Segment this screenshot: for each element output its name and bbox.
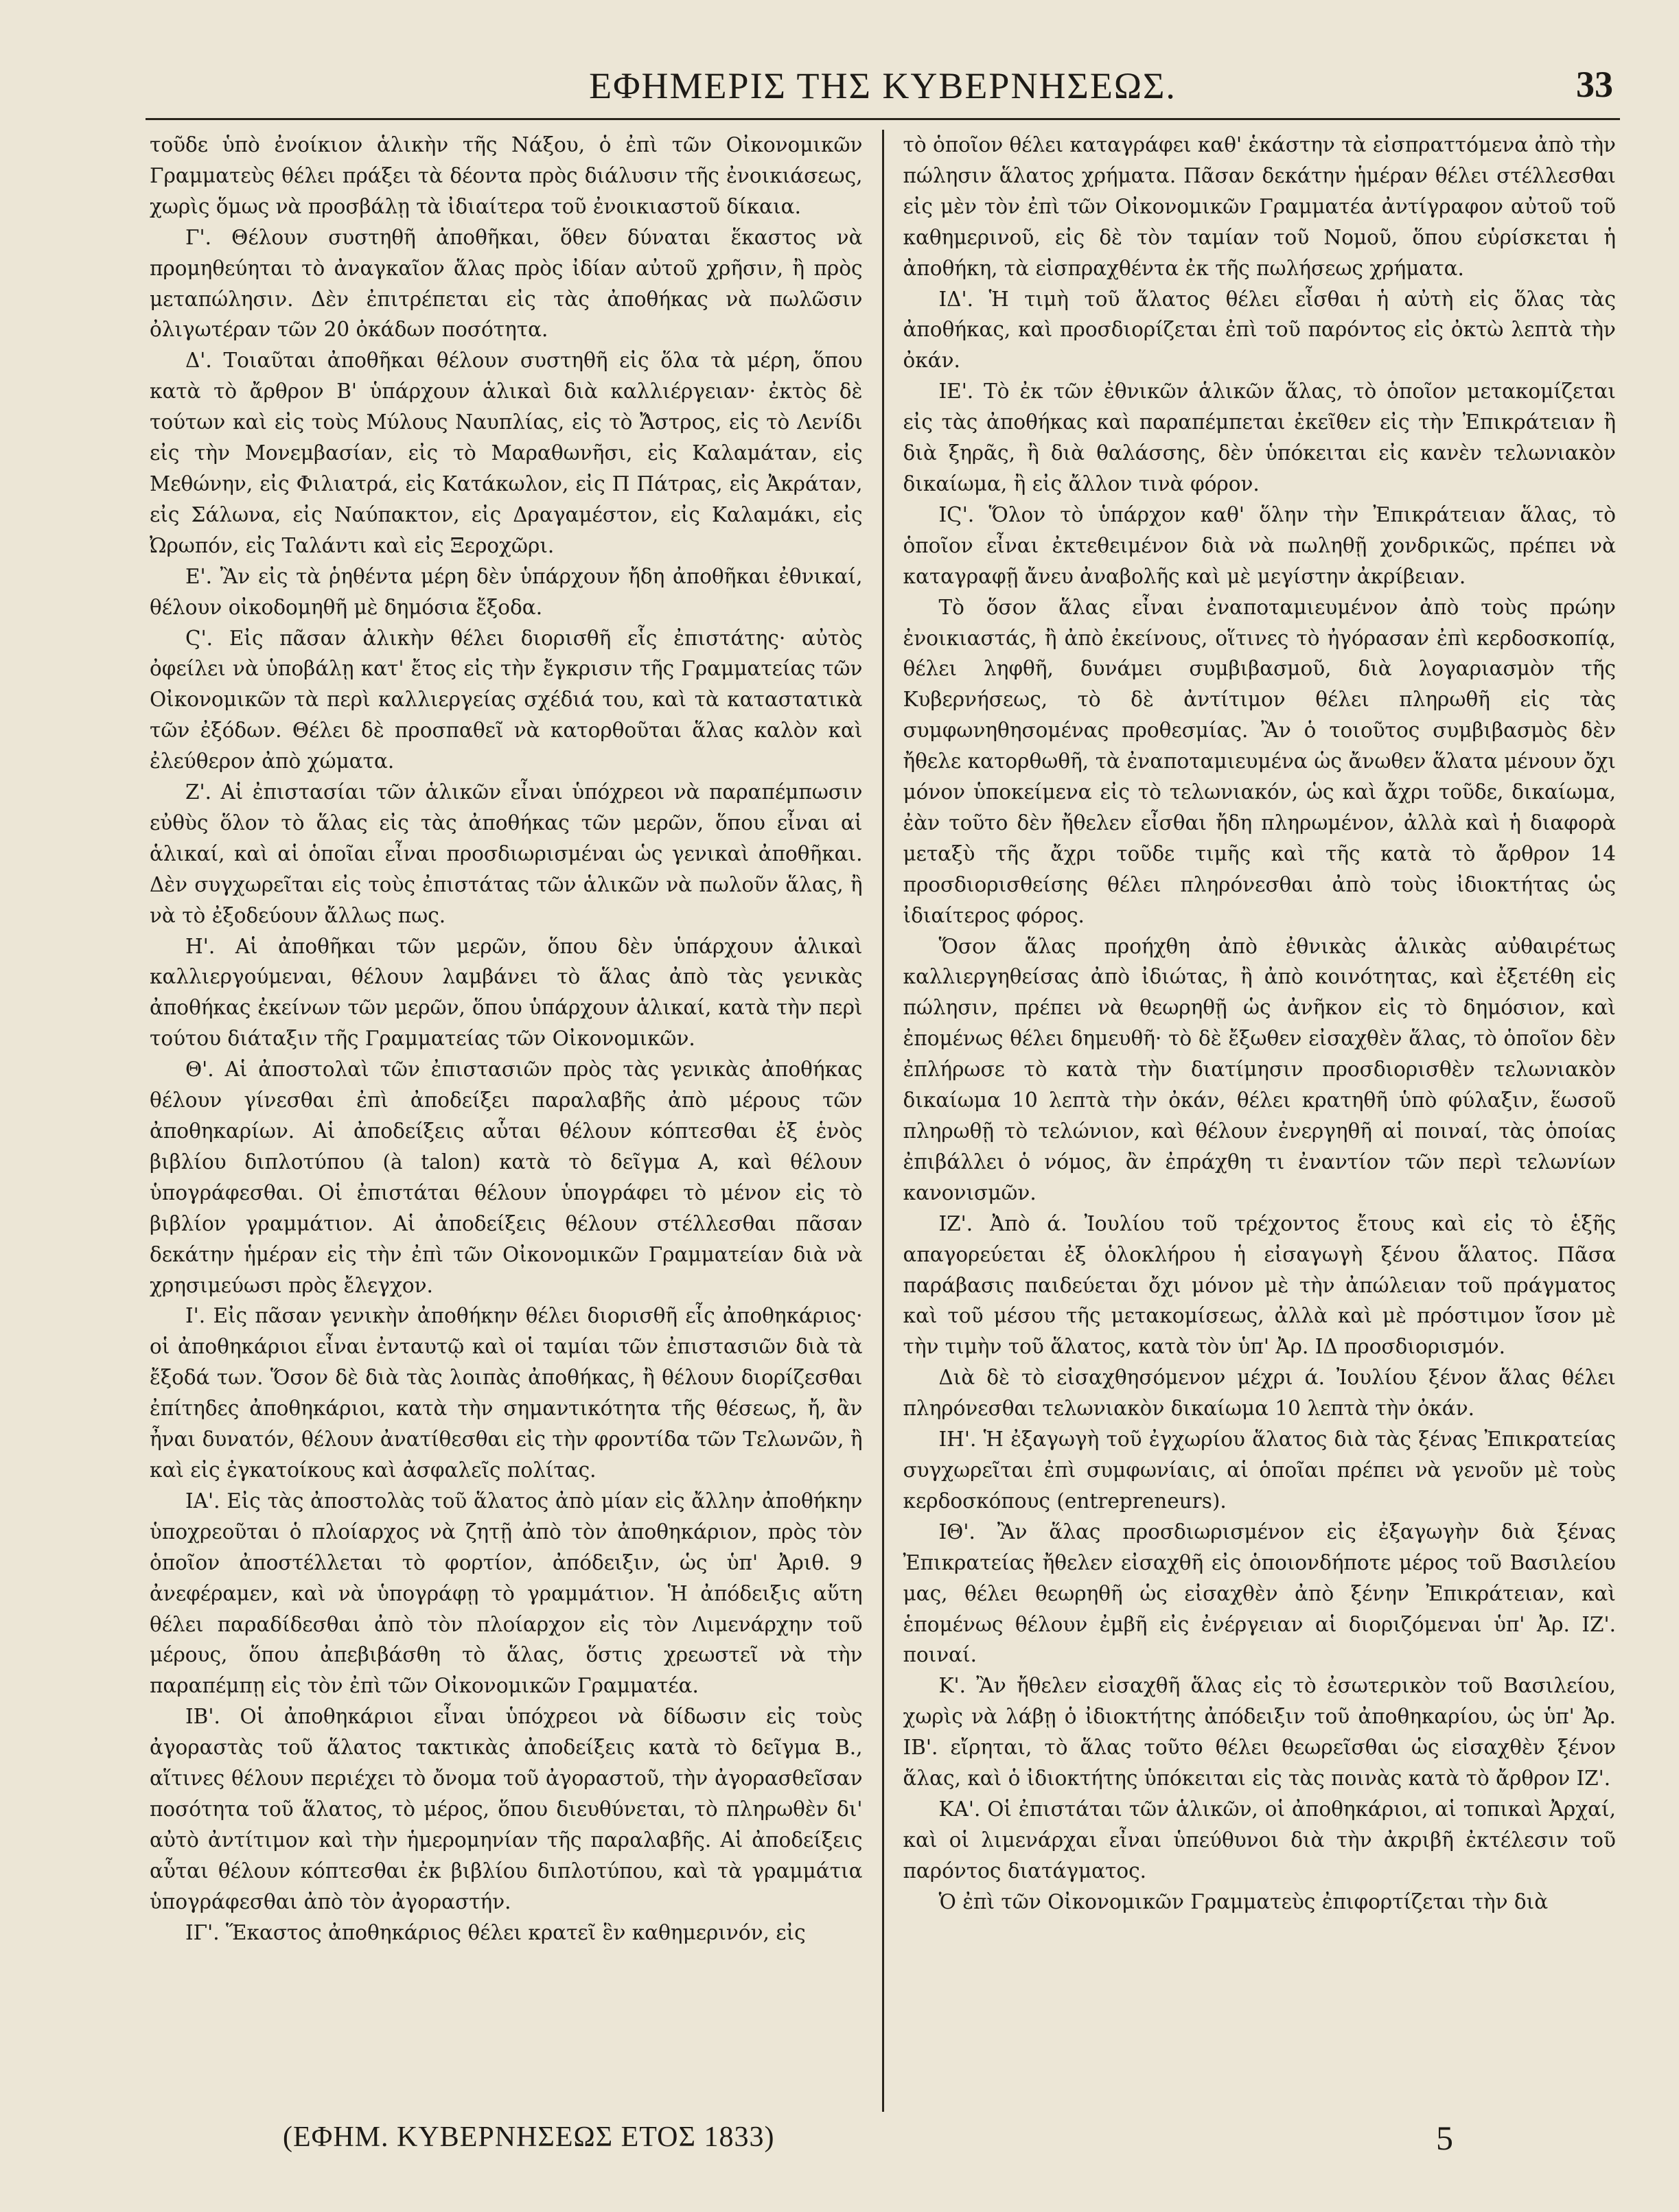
- article-paragraph: ΙϚ'. Ὅλον τὸ ὑπάρχον καθ' ὅλην τὴν Ἐπικράτειαν ἅλας, τὸ ὁποῖον εἶναι ἐκτεθειμένον διὰ νὰ πωληθῇ χονδρικῶς, πρέπει νὰ καταγραφῇ ἄνευ ἀναβολῆς καὶ μὲ μεγίστην ἀκρίβειαν.: [903, 502, 1616, 588]
- gazette-title: ΕΦΗΜΕΡΙΣ ΤΗΣ ΚΥΒΕΡΝΗΣΕΩΣ.: [589, 65, 1177, 106]
- text-columns: [146, 130, 1620, 2112]
- page-footer: [146, 2121, 1620, 2162]
- column-divider: [882, 130, 884, 2112]
- article-paragraph: Ε'. Ἂν εἰς τὰ ῥηθέντα μέρη δὲν ὑπάρχουν ἤδη ἀποθῆκαι ἐθνικαί, θέλουν οἰκοδομηθῆ μὲ δημόσια ἔξοδα.: [150, 564, 863, 619]
- article-paragraph: ΙΓ'. Ἕκαστος ἀποθηκάριος θέλει κρατεῖ ἓν καθημερινόν, εἰς: [185, 1920, 806, 1944]
- article-paragraph: τοῦδε ὑπὸ ἐνοίκιον ἁλικὴν τῆς Νάξου, ὁ ἐπὶ τῶν Οἰκονομικῶν Γραμματεὺς θέλει πράξει τὰ δέοντα πρὸς διάλυσιν τῆς ἐνοικιάσεως, χωρὶς ὅμως νὰ προσβάλῃ τὰ ἰδιαίτερα τοῦ ἐνοικιαστοῦ δίκαια.: [150, 133, 863, 218]
- article-paragraph: Ϛ'. Εἰς πᾶσαν ἁλικὴν θέλει διορισθῆ εἷς ἐπιστάτης· αὐτὸς ὀφείλει νὰ ὑποβάλῃ κατ' ἔτος εἰς τὴν ἔγκρισιν τῆς Γραμματείας τῶν Οἰκονομικῶν τὰ περὶ καλλιεργείας σχέδιά του, καὶ τὰ καταστατικὰ τῶν ἐξόδων. Θέλει δὲ προσπαθεῖ νὰ κατορθοῦται ἅλας καλὸν καὶ ἐλεύθερον ἀπὸ χώματα.: [150, 626, 863, 773]
- page-header: [146, 60, 1620, 120]
- article-paragraph: Ι'. Εἰς πᾶσαν γενικὴν ἀποθήκην θέλει διορισθῆ εἷς ἀποθηκάριος· οἱ ἀποθηκάριοι εἶναι ἐνταυτῷ καὶ οἱ ταμίαι τῶν ἐπιστασιῶν διὰ τὰ ἔξοδά των. Ὅσον δὲ διὰ τὰς λοιπὰς ἀποθήκας, ἢ θέλουν διορίζεσθαι ἐπίτηδες ἀποθηκάριοι, κατὰ τὴν σημαντικότητα τῆς θέσεως, ἤ, ἂν ἦναι δυνατόν, θέλουν ἀνατίθεσθαι εἰς τὴν φροντίδα τῶν Τελωνῶν, ἢ καὶ εἰς ἐγκατοίκους καὶ ἀσφαλεῖς πολίτας.: [150, 1304, 863, 1482]
- left-column: [146, 130, 867, 2112]
- article-paragraph: τὸ ὁποῖον θέλει καταγράφει καθ' ἑκάστην τὰ εἰσπραττόμενα ἀπὸ τὴν πώλησιν ἅλατος χρήματα. Πᾶσαν δεκάτην ἡμέραν θέλει στέλλεσθαι εἰς μὲν τὸν ἐπὶ τῶν Οἰκονομικῶν Γραμματέα ἀντίγραφον αὐτοῦ τοῦ καθημερινοῦ, εἰς δὲ τὸν ταμίαν τοῦ Νομοῦ, ὅπου εὑρίσκεται ἡ ἀποθήκη, τὰ εἰσπραχθέντα ἐκ τῆς πωλήσεως χρήματα.: [903, 133, 1616, 280]
- article-paragraph: Διὰ δὲ τὸ εἰσαχθησόμενον μέχρι ά. Ἰουλίου ξένον ἅλας θέλει πληρόνεσθαι τελωνιακὸν δικαίωμα 10 λεπτὰ τὴν ὀκάν.: [903, 1366, 1616, 1421]
- article-paragraph: Δ'. Τοιαῦται ἀποθῆκαι θέλουν συστηθῆ εἰς ὅλα τὰ μέρη, ὅπου κατὰ τὸ ἄρθρον Β' ὑπάρχουν ἁλικαὶ διὰ καλλιέργειαν· ἐκτὸς δὲ τούτων καὶ εἰς τοὺς Μύλους Ναυπλίας, εἰς τὸ Ἄστρος, εἰς τὸ Λενίδι εἰς τὴν Μονεμβασίαν, εἰς τὸ Μαραθωνῆσι, εἰς Καλαμάταν, εἰς Μεθώνην, εἰς Φιλιατρά, εἰς Κατάκωλον, εἰς Π Πάτρας, εἰς Ἀκράταν, εἰς Σάλωνα, εἰς Ναύπακτον, εἰς Δραγαμέστον, εἰς Καλαμάκι, εἰς Ὠρωπόν, εἰς Ταλάντι καὶ εἰς Ξεροχῶρι.: [150, 349, 863, 557]
- sheet-number: 5: [1436, 2119, 1453, 2157]
- footer-imprint: (ΕΦΗΜ. ΚΥΒΕΡΝΗΣΕΩΣ ΕΤΟΣ 1833): [283, 2121, 775, 2153]
- right-column: [899, 130, 1621, 2112]
- article-paragraph: Θ'. Αἱ ἀποστολαὶ τῶν ἐπιστασιῶν πρὸς τὰς γενικὰς ἀποθήκας θέλουν γίνεσθαι ἐπὶ ἀποδείξει παραλαβῆς ἀπὸ μέρους τῶν ἀποθηκαρίων. Αἱ ἀποδείξεις αὗται θέλουν κόπτεσθαι ἐξ ἑνὸς βιβλίου διπλοτύπου (à talon) κατὰ τὸ δεῖγμα Α, καὶ θέλουν ὑπογράφεσθαι. Οἱ ἐπιστάται θέλουν ὑπογράφει τὸ μένον εἰς τὸ βιβλίον γραμμάτιον. Αἱ ἀποδείξεις θέλουν στέλλεσθαι πᾶσαν δεκάτην ἡμέραν εἰς τὴν ἐπὶ τῶν Οἰκονομικῶν Γραμματείαν διὰ νὰ χρησιμεύωσι πρὸς ἔλεγχον.: [150, 1058, 863, 1297]
- article-paragraph: ΙΕ'. Τὸ ἐκ τῶν ἐθνικῶν ἁλικῶν ἅλας, τὸ ὁποῖον μετακομίζεται εἰς τὰς ἀποθήκας καὶ παραπέμπεται ἐκεῖθεν εἰς τὴν Ἐπικράτειαν ἢ διὰ ξηρᾶς, ἢ διὰ θαλάσσης, δὲν ὑπόκειται εἰς κανὲν τελωνιακὸν δικαίωμα, ἢ εἰς ἄλλον τινὰ φόρον.: [903, 380, 1616, 496]
- article-paragraph: Ὅσον ἅλας προήχθη ἀπὸ ἐθνικὰς ἁλικὰς αὐθαιρέτως καλλιεργηθείσας ἀπὸ ἰδιώτας, ἢ ἀπὸ κοινότητας, καὶ ἐξετέθη εἰς πώλησιν, πρέπει νὰ θεωρηθῇ ὡς ἀνῆκον εἰς τὸ δημόσιον, καὶ ἐπομένως θέλει δημευθῆ· τὸ δὲ ἔξωθεν εἰσαχθὲν ἅλας, τὸ ὁποῖον δὲν ἐπλήρωσε τὸ κατὰ τὴν διατίμησιν προσδιορισθὲν τελωνιακὸν δικαίωμα 10 λεπτὰ τὴν ὀκάν, θέλει κρατηθῆ ὑπὸ φύλαξιν, ἕωσοῦ πληρωθῇ τὸ τελώνιον, καὶ θέλουν ἐνεργηθῆ αἱ ποιναί, τὰς ὁποίας ἐπιβάλλει ὁ νόμος, ἂν ἐπράχθη τι ἐναντίον τῶν περὶ τελωνίων κανονισμῶν.: [903, 934, 1616, 1204]
- article-paragraph: Γ'. Θέλουν συστηθῆ ἀποθῆκαι, ὅθεν δύναται ἕκαστος νὰ προμηθεύηται τὸ ἀναγκαῖον ἅλας πρὸς ἰδίαν αὐτοῦ χρῆσιν, ἢ πρὸς μεταπώλησιν. Δὲν ἐπιτρέπεται εἰς τὰς ἀποθήκας νὰ πωλῶσιν ὀλιγωτέραν τῶν 20 ὀκάδων ποσότητα.: [150, 225, 863, 342]
- article-paragraph: ΙΗ'. Ἡ ἐξαγωγὴ τοῦ ἐγχωρίου ἅλατος διὰ τὰς ξένας Ἐπικρατείας συγχωρεῖται ἐπὶ συμφωνίαις, αἱ ὁποῖαι πρέπει νὰ γενοῦν μὲ τοὺς κερδοσκόπους (entrepreneurs).: [903, 1428, 1616, 1513]
- article-paragraph: Τὸ ὅσον ἅλας εἶναι ἐναποταμιευμένον ἀπὸ τοὺς πρώην ἐνοικιαστάς, ἢ ἀπὸ ἐκείνους, οἵτινες τὸ ἠγόρασαν ἐπὶ κερδοσκοπίᾳ, θέλει ληφθῆ, δυνάμει συμβιβασμοῦ, διὰ λογαριασμὸν τῆς Κυβερνήσεως, τὸ δὲ ἀντίτιμον θέλει πληρωθῆ εἰς τὰς συμφωνηθησομένας προθεσμίας. Ἂν ὁ τοιοῦτος συμβιβασμὸς δὲν ἤθελε κατορθωθῆ, τὰ ἐναποταμιευμένα ὡς ἄνωθεν ἅλατα μένουν ὄχι μόνον ὑποκείμενα εἰς τὸ τελωνιακόν, ὡς καὶ ἄχρι τοῦδε, δικαίωμα, ἐὰν τοῦτο δὲν ἤθελεν εἶσθαι ἤδη πληρωμένον, ἀλλὰ καὶ ἡ διαφορὰ μεταξὺ τῆς ἄχρι τοῦδε τιμῆς καὶ τῆς κατὰ τὸ ἄρθρον 14 προσδιορισθείσης θέλει πληρόνεσθαι ἀπὸ τοὺς ἰδιοκτήτας ὡς ἰδιαίτερος φόρος.: [903, 595, 1616, 927]
- article-paragraph: ΚΑ'. Οἱ ἐπιστάται τῶν ἁλικῶν, οἱ ἀποθηκάριοι, αἱ τοπικαὶ Ἀρχαί, καὶ οἱ λιμενάρχαι εἶναι ὑπεύθυνοι διὰ τὴν ἀκριβῆ ἐκτέλεσιν τοῦ παρόντος διατάγματος.: [903, 1797, 1616, 1883]
- article-paragraph: Η'. Αἱ ἀποθῆκαι τῶν μερῶν, ὅπου δὲν ὑπάρχουν ἁλικαὶ καλλιεργούμεναι, θέλουν λαμβάνει τὸ ἅλας ἀπὸ τὰς γενικὰς ἀποθήκας ἐκείνων τῶν μερῶν, ὅπου ὑπάρχουν ἁλικαί, κατὰ τὴν περὶ τούτου διάταξιν τῆς Γραμματείας τῶν Οἰκονομικῶν.: [150, 934, 863, 1051]
- article-paragraph: Κ'. Ἂν ἤθελεν εἰσαχθῆ ἅλας εἰς τὸ ἐσωτερικὸν τοῦ Βασιλείου, χωρὶς νὰ λάβῃ ὁ ἰδιοκτήτης ἀπόδειξιν τοῦ ἀποθηκαρίου, ὡς ὑπ' Ἀρ. ΙΒ'. εἴρηται, τὸ ἅλας τοῦτο θέλει θεωρεῖσθαι ὡς εἰσαχθὲν ξένον ἅλας, καὶ ὁ ἰδιοκτήτης ὑπόκειται εἰς τὰς ποινὰς κατὰ τὸ ἄρθρον ΙΖ'.: [903, 1674, 1616, 1791]
- article-paragraph: Ὁ ἐπὶ τῶν Οἰκονομικῶν Γραμματεὺς ἐπιφορτίζεται τὴν διὰ: [938, 1889, 1549, 1913]
- page-number: 33: [1576, 64, 1613, 105]
- article-paragraph: ΙΖ'. Ἀπὸ ά. Ἰουλίου τοῦ τρέχοντος ἔτους καὶ εἰς τὸ ἑξῆς απαγορεύεται ἐξ ὁλοκλήρου ἡ εἰσαγωγὴ ξένου ἅλατος. Πᾶσα παράβασις παιδεύεται ὄχι μόνον μὲ τὴν ἀπώλειαν τοῦ πράγματος καὶ τοῦ μέσου τῆς μετακομίσεως, ἀλλὰ καὶ μὲ πρόστιμον ἴσον μὲ τὴν τιμὴν τοῦ ἅλατος, κατὰ τὸν ὑπ' Ἀρ. ΙΔ προσδιορισμόν.: [903, 1211, 1616, 1359]
- article-paragraph: Ζ'. Αἱ ἐπιστασίαι τῶν ἁλικῶν εἶναι ὑπόχρεοι νὰ παραπέμπωσιν εὐθὺς ὅλον τὸ ἅλας εἰς τὰς ἀποθήκας τῶν μερῶν, ὅπου εἶναι αἱ ἁλικαί, καὶ αἱ ὁποῖαι εἶναι προσδιωρισμέναι ὡς γενικαὶ ἀποθῆκαι. Δὲν συγχωρεῖται εἰς τοὺς ἐπιστάτας τῶν ἁλικῶν νὰ πωλοῦν ἅλας, ἢ νὰ τὸ ἐξοδεύουν ἄλλως πως.: [150, 780, 863, 927]
- article-paragraph: ΙΔ'. Ἡ τιμὴ τοῦ ἅλατος θέλει εἶσθαι ἡ αὐτὴ εἰς ὅλας τὰς ἀποθήκας, καὶ προσδιορίζεται ἐπὶ τοῦ παρόντος εἰς ὀκτὼ λεπτὰ τὴν ὀκάν.: [903, 287, 1616, 373]
- article-paragraph: ΙΒ'. Οἱ ἀποθηκάριοι εἶναι ὑπόχρεοι νὰ δίδωσιν εἰς τοὺς ἀγοραστὰς τοῦ ἅλατος τακτικὰς ἀποδείξεις κατὰ τὸ δεῖγμα Β., αἵτινες θέλουν περιέχει τὸ ὄνομα τοῦ ἀγοραστοῦ, τὴν ἀγορασθεῖσαν ποσότητα τοῦ ἅλατος, τὸ μέρος, ὅπου διευθύνεται, τὸ πληρωθὲν δι' αὐτὸ ἀντίτιμον καὶ τὴν ἡμερομηνίαν τῆς παραλαβῆς. Αἱ ἀποδείξεις αὗται θέλουν κόπτεσθαι ἐκ βιβλίου διπλοτύπου, καὶ τὰ γραμμάτια ὑπογράφεσθαι ἀπὸ τὸν ἀγοραστήν.: [150, 1705, 863, 1913]
- article-paragraph: ΙΑ'. Εἰς τὰς ἀποστολὰς τοῦ ἅλατος ἀπὸ μίαν εἰς ἄλλην ἀποθήκην ὑποχρεοῦται ὁ πλοίαρχος νὰ ζητῇ ἀπὸ τὸν ἀποθηκάριον, πρὸς τὸν ὁποῖον ἀποστέλλεται τὸ φορτίον, ἀπόδειξιν, ὡς ὑπ' Ἀριθ. 9 ἀνεφέραμεν, καὶ νὰ ὑπογράφῃ τὸ γραμμάτιον. Ἡ ἀπόδειξις αὕτη θέλει παραδίδεσθαι ἀπὸ τὸν πλοίαρχον εἰς τὸν Λιμενάρχην τοῦ μέρους, ὅπου ἀπεβιβάσθη τὸ ἅλας, ὅστις χρεωστεῖ νὰ τὴν παραπέμπῃ εἰς τὸν ἐπὶ τῶν Οἰκονομικῶν Γραμματέα.: [150, 1489, 863, 1698]
- article-paragraph: ΙΘ'. Ἂν ἅλας προσδιωρισμένον εἰς ἐξαγωγὴν διὰ ξένας Ἐπικρατείας ἤθελεν εἰσαχθῆ εἰς ὁποιονδήποτε μέρος τοῦ Βασιλείου μας, θέλει θεωρηθῆ ὡς εἰσαχθὲν ἀπὸ ξένην Ἐπικράτειαν, καὶ ἑπομένως θέλουν ἐμβῆ εἰς ἐνέργειαν αἱ διοριζόμεναι ὑπ' Ἀρ. ΙΖ'. ποιναί.: [903, 1520, 1616, 1667]
